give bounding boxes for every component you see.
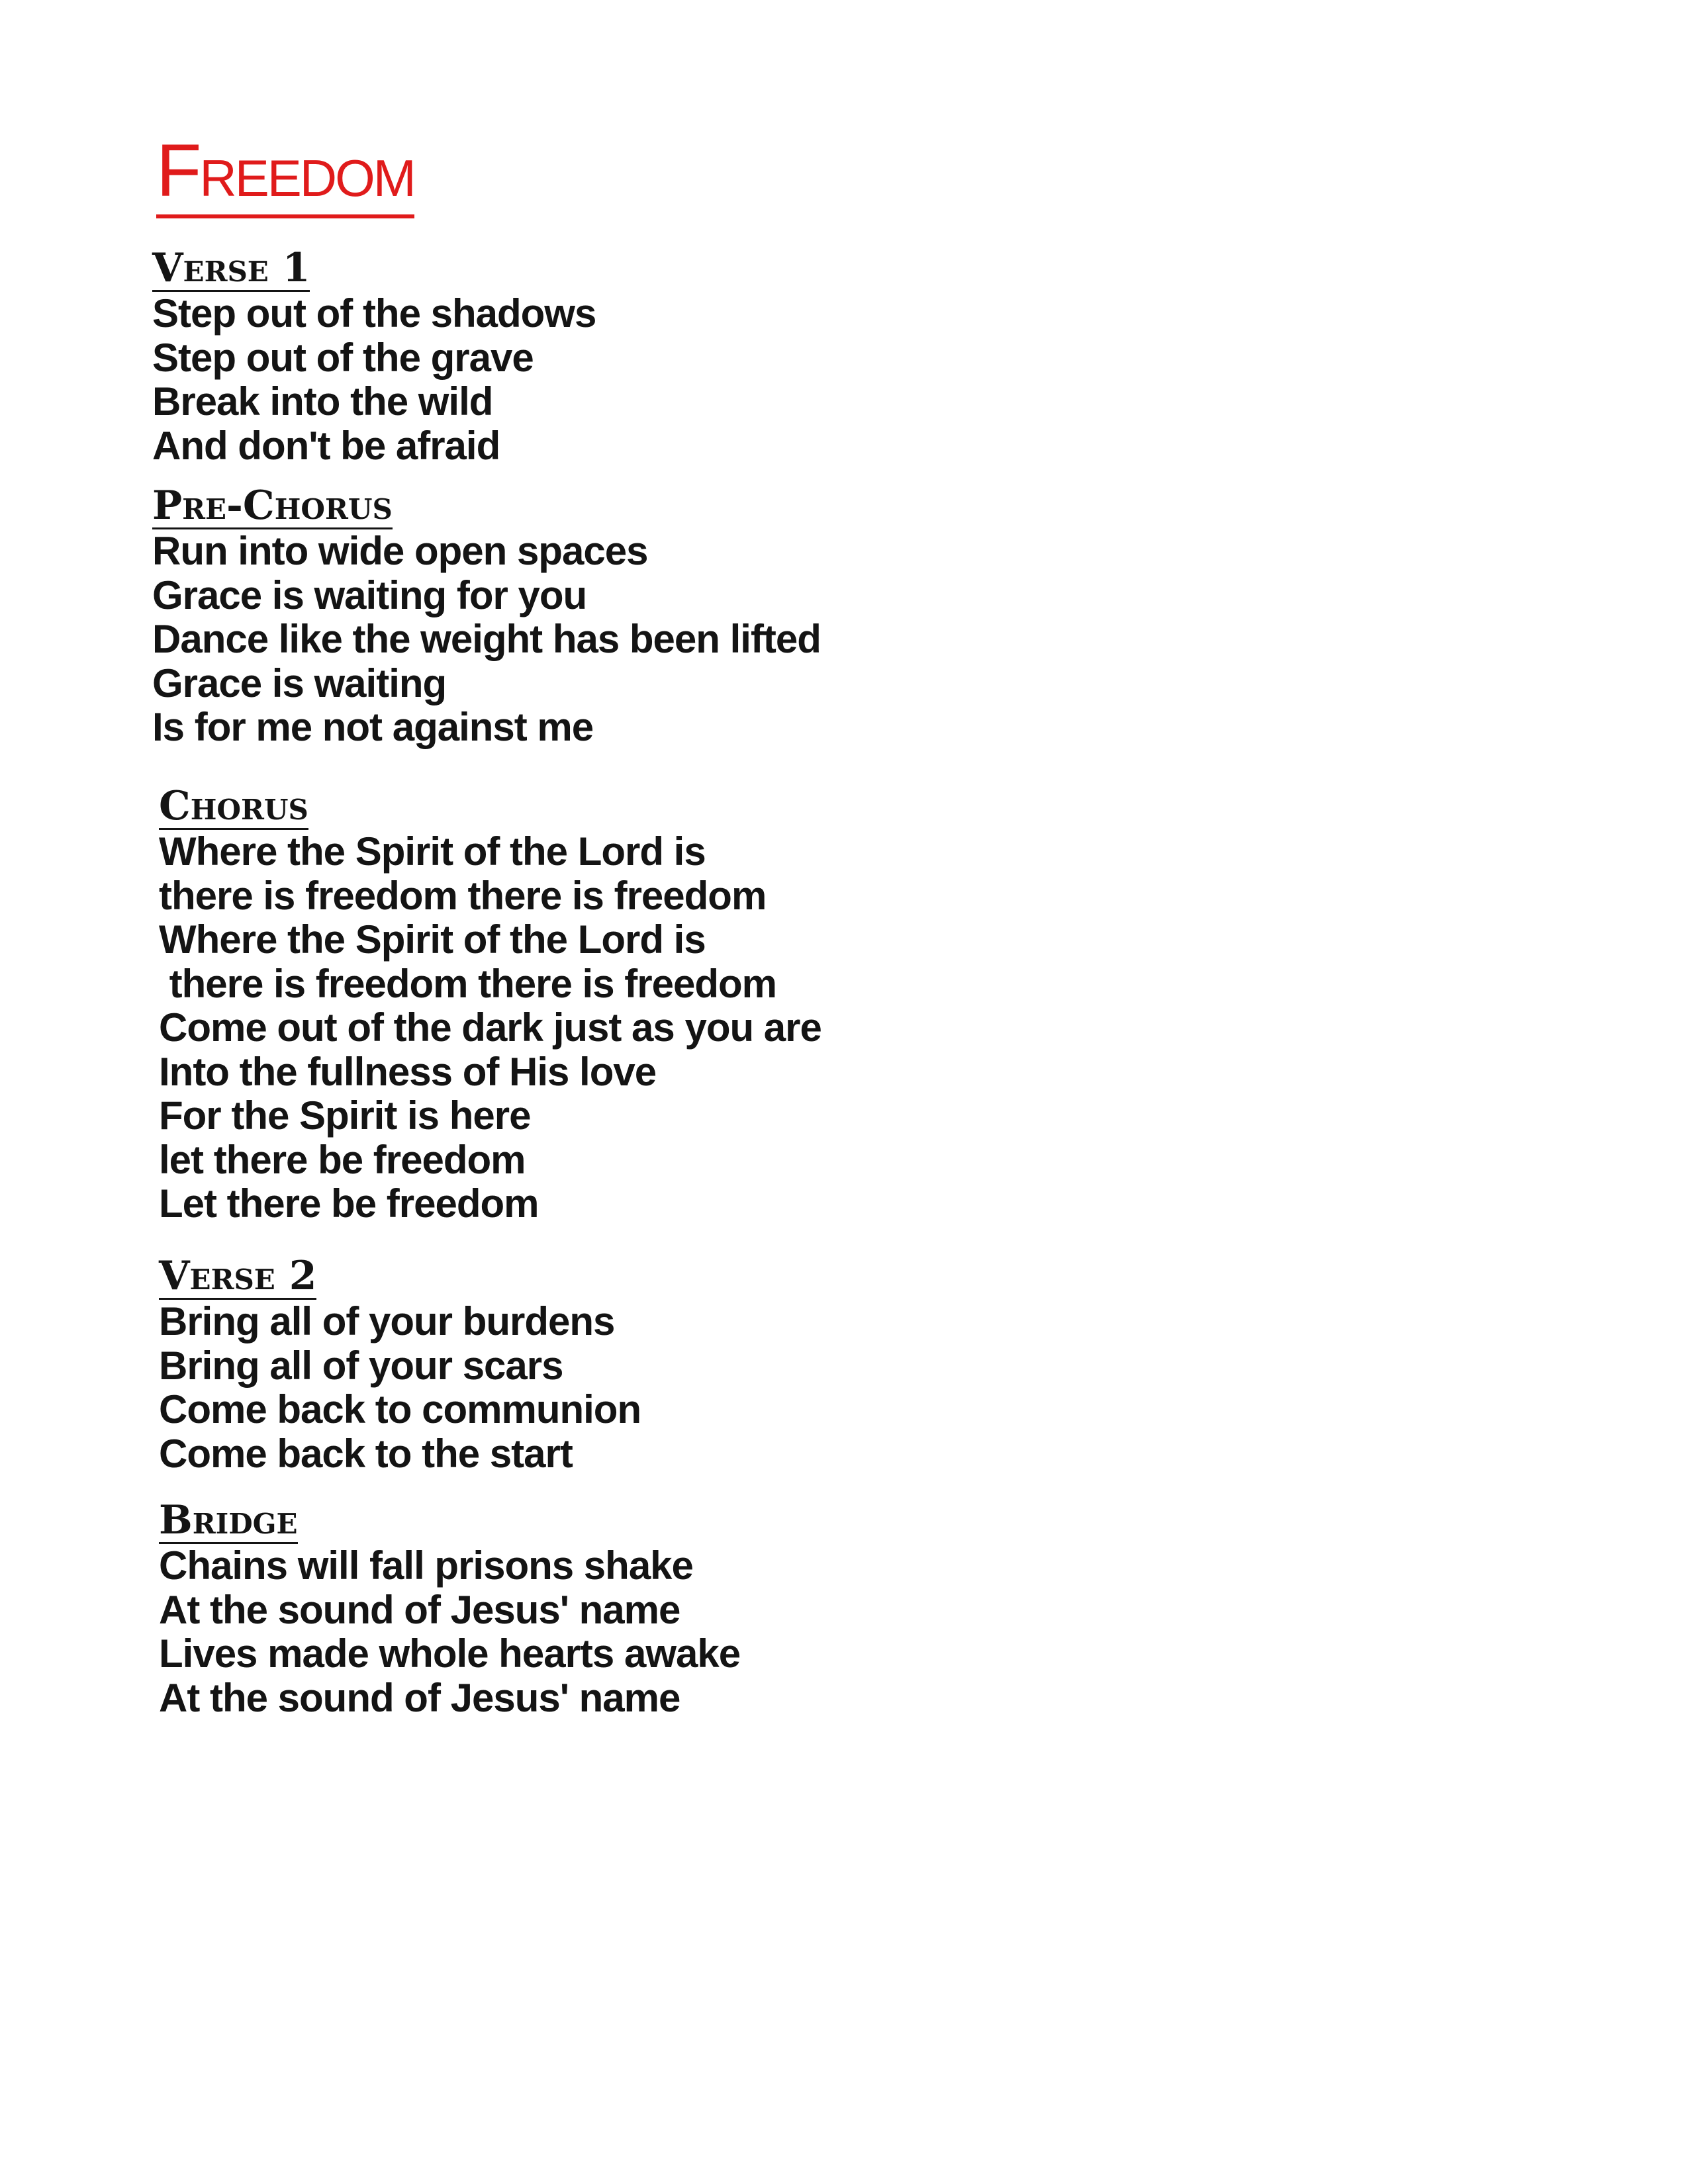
lyric-line: Where the Spirit of the Lord is	[159, 917, 706, 962]
song-title: Freedom	[156, 131, 414, 218]
lyric-line: For the Spirit is here	[159, 1093, 531, 1138]
lyric-lines	[159, 830, 821, 1226]
lyric-line: let there be freedom	[159, 1137, 526, 1182]
section-heading: Verse 1	[152, 245, 310, 291]
lyric-line: Where the Spirit of the Lord is	[159, 829, 706, 874]
section-heading: Pre-Chorus	[152, 482, 393, 529]
section-verse-1	[152, 245, 596, 468]
lyric-line: Let there be freedom	[159, 1181, 539, 1226]
lyric-lines	[152, 529, 821, 750]
lyric-line: there is freedom there is freedom	[159, 961, 776, 1006]
section-heading: Verse 2	[159, 1253, 317, 1299]
lyric-line: At the sound of Jesus' name	[159, 1675, 680, 1720]
section-heading: Bridge	[159, 1497, 298, 1543]
lyric-line: Is for me not against me	[152, 705, 594, 749]
lyric-line: And don't be afraid	[152, 423, 500, 468]
lyric-line: Come back to the start	[159, 1431, 573, 1476]
lyric-line: Bring all of your scars	[159, 1343, 563, 1388]
lyric-line: Bring all of your burdens	[159, 1299, 615, 1343]
lyric-line: Chains will fall prisons shake	[159, 1543, 693, 1588]
lyric-line: there is freedom there is freedom	[159, 873, 767, 918]
lyric-lines	[159, 1300, 641, 1476]
lyric-line: Step out of the shadows	[152, 291, 596, 336]
lyric-line: Into the fullness of His love	[159, 1049, 657, 1094]
lyric-line: Dance like the weight has been lifted	[152, 617, 821, 661]
lyric-line: Grace is waiting for you	[152, 572, 587, 617]
lyric-lines	[159, 1544, 740, 1720]
section-verse-2	[159, 1255, 641, 1476]
section-heading: Chorus	[159, 783, 308, 829]
lyric-line: Grace is waiting	[152, 660, 447, 705]
lyric-line: Come back to communion	[159, 1387, 641, 1432]
lyric-line: Come out of the dark just as you are	[159, 1005, 821, 1050]
section-bridge	[159, 1497, 741, 1720]
lyric-line: Run into wide open spaces	[152, 529, 648, 573]
lyric-line: At the sound of Jesus' name	[159, 1587, 680, 1632]
lyric-line: Break into the wild	[152, 379, 493, 424]
lyric-line: Lives made whole hearts awake	[159, 1631, 741, 1676]
lyric-line: Step out of the grave	[152, 335, 534, 380]
lyric-lines	[152, 292, 596, 468]
section-pre-chorus	[152, 482, 821, 750]
section-chorus	[159, 783, 821, 1226]
